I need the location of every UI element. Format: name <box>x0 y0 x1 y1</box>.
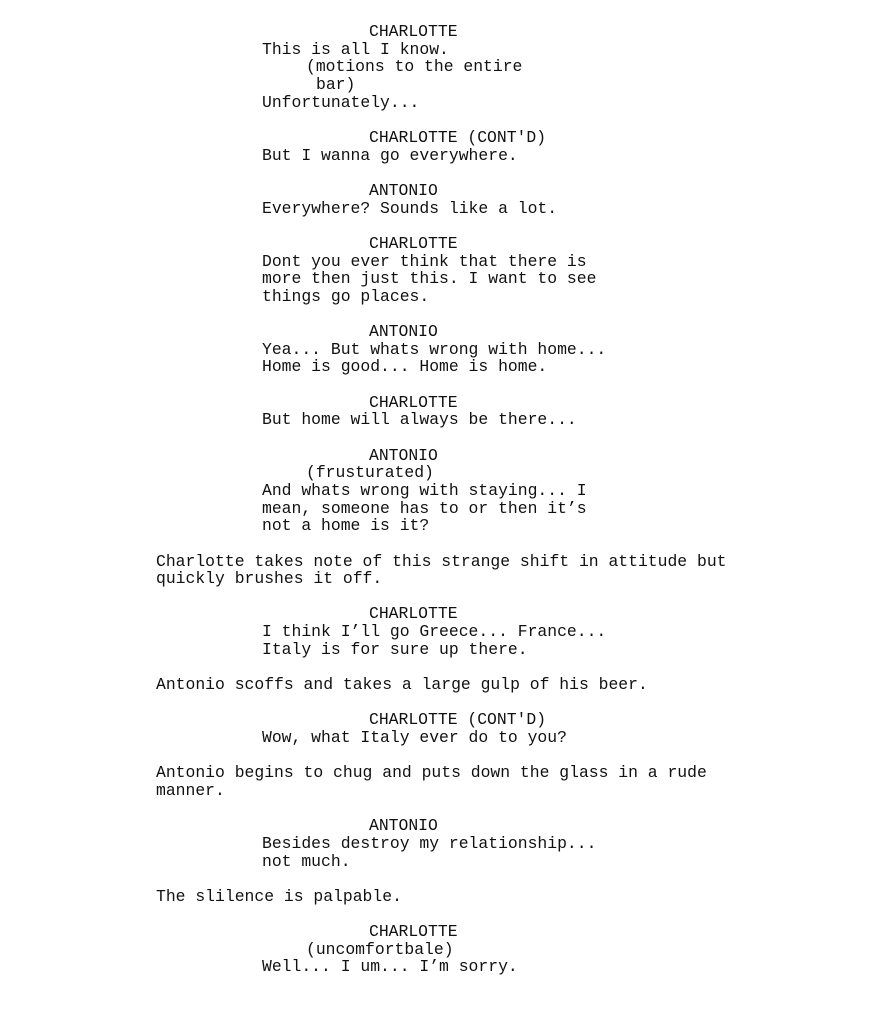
character-name: ANTONIO <box>369 322 438 341</box>
dialogue-line: Italy is for sure up there. <box>262 639 528 659</box>
dialogue-line: This is all I know. <box>262 39 449 59</box>
character-extension: (CONT'D) <box>467 127 547 147</box>
dialogue-line: And whats wrong with staying... I <box>262 480 587 500</box>
dialogue-line: Unfortunately... <box>262 92 420 112</box>
character-name: ANTONIO <box>369 180 438 200</box>
dialogue-line: Well... I um... I’m sorry. <box>262 957 518 977</box>
dialogue-line: I think I’ll go Greece... France... <box>262 622 607 642</box>
action-line: The slilence is palpable. <box>156 886 402 906</box>
character-name: CHARLOTTE <box>369 922 458 942</box>
parenthetical-line: bar) <box>316 74 356 94</box>
parenthetical-line: (frusturated) <box>306 463 434 483</box>
dialogue-line: But I wanna go everywhere. <box>262 145 518 165</box>
character-cue <box>369 23 458 41</box>
parenthetical-line: (motions to the entire <box>306 57 523 77</box>
parenthetical-line: (uncomfortbale) <box>306 939 454 959</box>
dialogue-line: not much. <box>262 851 351 871</box>
character-cue <box>369 447 438 465</box>
character-name: ANTONIO <box>369 445 438 465</box>
action-line: manner. <box>156 780 225 800</box>
dialogue-line: Wow, what Italy ever do to you? <box>262 728 567 747</box>
dialogue-line: Yea... But whats wrong with home... <box>262 339 607 359</box>
dialogue-line: not a home is it? <box>262 516 430 536</box>
dialogue-line: Everywhere? Sounds like a lot. <box>262 198 558 218</box>
character-name: CHARLOTTE <box>369 604 458 624</box>
character-cue <box>369 711 546 729</box>
dialogue-line: mean, someone has to or then it’s <box>262 498 587 518</box>
character-cue <box>369 235 458 253</box>
character-cue <box>369 323 438 341</box>
action-line: Antonio scoffs and takes a large gulp of his beer. <box>156 675 648 694</box>
character-cue <box>369 923 458 941</box>
action-line: quickly brushes it off. <box>156 569 383 589</box>
action-line: Antonio begins to chug and puts down the glass in a rude <box>156 763 707 783</box>
character-name: CHARLOTTE <box>369 710 458 730</box>
character-cue <box>369 182 438 200</box>
dialogue-line: Besides destroy my relationship... <box>262 833 597 853</box>
character-cue <box>369 129 546 147</box>
action-line: Charlotte takes note of this strange shift in attitude but <box>156 551 727 571</box>
dialogue-line: Home is good... Home is home. <box>262 357 548 377</box>
character-cue <box>369 394 458 412</box>
dialogue-line: things go places. <box>262 286 430 306</box>
character-extension: (CONT'D) <box>467 710 547 730</box>
dialogue-line: But home will always be there... <box>262 410 577 430</box>
character-name: CHARLOTTE <box>369 22 458 41</box>
character-name: CHARLOTTE <box>369 392 458 412</box>
character-cue <box>369 817 438 835</box>
character-name: CHARLOTTE <box>369 127 458 147</box>
character-name: CHARLOTTE <box>369 233 458 253</box>
character-cue <box>369 605 458 623</box>
dialogue-line: Dont you ever think that there is <box>262 251 587 271</box>
dialogue-line: more then just this. I want to see <box>262 269 597 289</box>
character-name: ANTONIO <box>369 816 438 836</box>
